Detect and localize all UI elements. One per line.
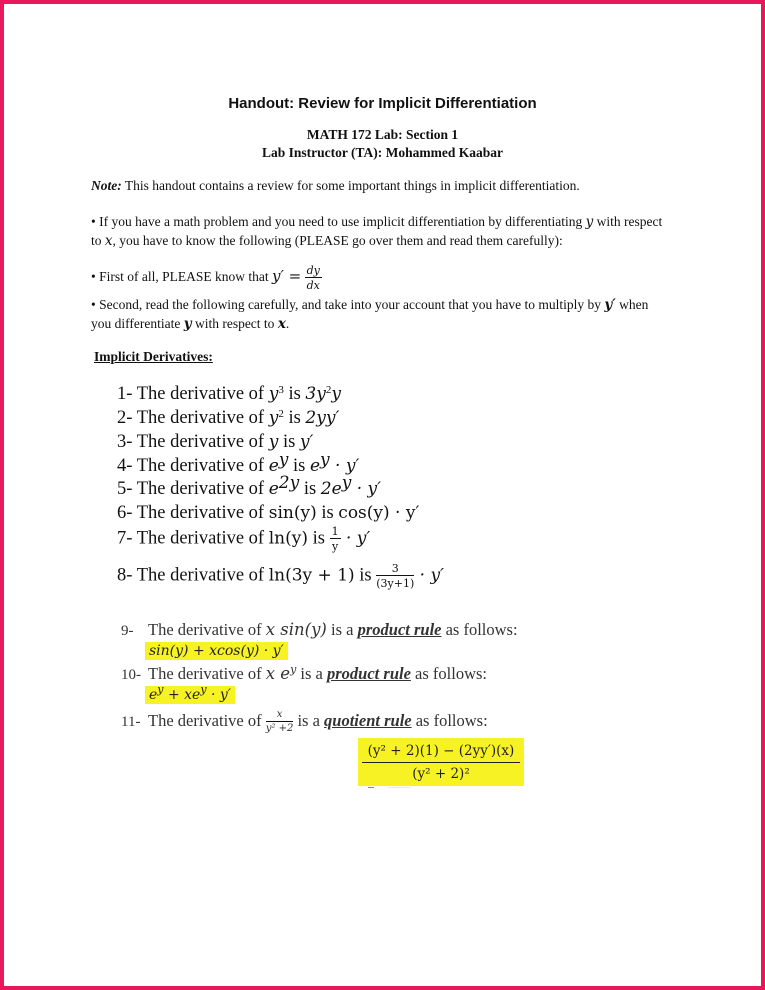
rule-item-9 xyxy=(121,620,518,640)
rule-text: The derivative of xyxy=(148,664,266,683)
rule-10-answer xyxy=(145,683,235,704)
dx-denominator: dx xyxy=(306,279,320,292)
rule-text-end: as follows: xyxy=(441,620,518,639)
rule-text-mid: is a xyxy=(296,664,328,683)
rule-9-answer: sin(y) + xcos(y) · y′ xyxy=(145,642,288,660)
derivative-result: 2yy′ xyxy=(305,408,340,428)
rule-number: 10- xyxy=(121,667,141,683)
derivative-prefix: 4- The derivative of xyxy=(117,456,269,476)
fraction-numerator: x xyxy=(266,710,294,722)
answer-part: + xe xyxy=(163,687,201,703)
rule-text: The derivative of xyxy=(148,620,266,639)
rule-item-10 xyxy=(121,664,487,684)
rule-11-fraction xyxy=(266,710,294,734)
derivative-result-tail: y xyxy=(331,384,341,404)
derivative-function: sin(y) xyxy=(268,503,317,523)
derivative-fraction xyxy=(376,563,414,589)
derivative-function: ln(y) xyxy=(268,528,308,549)
bullet-one-x: x xyxy=(104,232,113,249)
product-rule-label: product rule xyxy=(327,664,411,683)
derivative-prefix: 7- The derivative of xyxy=(117,528,269,549)
derivative-function: y xyxy=(268,432,279,452)
derivative-function-exponent: 2y xyxy=(278,473,300,493)
derivative-prefix: 6- The derivative of xyxy=(117,503,269,523)
rule-number: 9- xyxy=(121,623,134,639)
derivative-item-1 xyxy=(117,384,341,405)
quotient-fraction-bar xyxy=(362,762,520,763)
bullet-two-text: • First of all, PLEASE know that xyxy=(91,269,272,285)
rule-text: The derivative of xyxy=(148,710,262,730)
derivative-item-2 xyxy=(117,408,339,429)
derivative-function-exponent: 3 xyxy=(278,384,284,396)
bullet-one-text: • If you have a math problem and you need to use implicit differentiation by differentiating xyxy=(91,214,586,229)
derivative-function-exponent: 2 xyxy=(278,408,284,420)
derivative-result-tail: · y′ xyxy=(329,456,360,476)
quotient-rule-label: quotient rule xyxy=(324,710,412,730)
derivative-is: is xyxy=(316,503,339,523)
derivative-result-tail: · y′ xyxy=(414,565,444,586)
fraction-numerator: 3 xyxy=(376,563,414,576)
derivative-result: cos(y) · y′ xyxy=(338,503,420,523)
fraction-denominator: (3y+1) xyxy=(376,577,415,590)
bullet-three-mid2: with respect to xyxy=(191,315,278,331)
stray-mark xyxy=(368,787,374,788)
course-line: MATH 172 Lab: Section 1 xyxy=(306,127,459,142)
derivative-result: 2e xyxy=(320,479,342,499)
product-rule-label: product rule xyxy=(357,620,442,639)
bullet-one xyxy=(91,213,666,250)
bullet-three-text: • Second, read the following carefully, and take into your account that you have to multiply by xyxy=(91,297,605,312)
rule-text-mid: is a xyxy=(326,620,358,639)
bullet-two xyxy=(91,265,666,291)
derivative-is: is xyxy=(307,528,330,549)
derivative-is: is xyxy=(299,479,321,499)
derivative-result-tail: · y′ xyxy=(340,528,371,549)
derivative-prefix: 2- The derivative of xyxy=(117,408,269,428)
derivative-item-7 xyxy=(117,526,370,552)
derivative-function: e xyxy=(268,479,279,499)
derivative-is: is xyxy=(278,432,300,452)
derivative-item-8 xyxy=(117,563,444,589)
answer-exponent: y xyxy=(200,683,207,696)
derivative-is: is xyxy=(354,565,377,586)
derivative-is: is xyxy=(283,384,306,404)
note-text: This handout contains a review for some important things in implicit differentiation. xyxy=(121,178,580,193)
derivative-item-5 xyxy=(117,473,381,500)
bullet-two-yprime: y′ = xyxy=(271,267,302,286)
answer-exponent: y xyxy=(157,683,164,696)
rule-number: 11- xyxy=(121,713,141,730)
fraction-denominator: y xyxy=(331,540,339,553)
derivative-function: e xyxy=(268,456,279,476)
quotient-denominator: (y² + 2)² xyxy=(412,766,470,782)
derivative-function: y xyxy=(268,384,279,404)
answer-part: · y′ xyxy=(206,687,231,703)
derivative-is: is xyxy=(283,408,306,428)
rule-text-end: as follows: xyxy=(411,710,488,730)
derivative-function: ln(3y + 1) xyxy=(268,565,355,586)
derivative-function: y xyxy=(268,408,279,428)
bullet-three-yprime: y′ xyxy=(604,297,616,313)
bullet-one-end: , you have to know the following (PLEASE go over them and read them carefully): xyxy=(112,232,563,248)
derivative-item-4 xyxy=(117,450,360,477)
derivative-prefix: 3- The derivative of xyxy=(117,432,269,452)
rule-11-answer xyxy=(358,738,524,786)
derivative-is: is xyxy=(288,456,310,476)
derivative-result-exponent: 2 xyxy=(325,384,332,396)
derivative-result: 3y xyxy=(305,384,326,404)
dy-dx-fraction xyxy=(305,265,322,291)
rule-function: x sin(y) xyxy=(265,620,327,639)
fraction-denominator: y² +2 xyxy=(265,723,294,734)
stray-highlight-mark xyxy=(388,787,410,788)
derivative-item-6 xyxy=(117,503,419,524)
rule-item-11 xyxy=(121,710,488,734)
instructor-line: Lab Instructor (TA): Mohammed Kaabar xyxy=(262,145,503,160)
page-title: Handout: Review for Implicit Differentiation xyxy=(228,95,537,112)
fraction-numerator: 1 xyxy=(331,525,339,538)
bullet-one-mid: with respect to xyxy=(91,214,663,248)
bullet-three-x: x xyxy=(277,315,286,332)
quotient-numerator: (y² + 2)(1) − (2yy′)(x) xyxy=(367,743,515,759)
bullet-three-mid: when you differentiate xyxy=(91,297,649,331)
derivative-result-tail: · y′ xyxy=(351,479,381,499)
note-paragraph xyxy=(91,177,666,195)
derivative-result: e xyxy=(309,456,321,476)
section-heading: Implicit Derivatives: xyxy=(94,349,213,364)
derivative-prefix: 5- The derivative of xyxy=(117,479,269,499)
bullet-three-end: . xyxy=(285,315,290,331)
rule-function-exponent: y xyxy=(290,663,297,676)
derivative-result-exponent: y xyxy=(341,473,352,493)
rule-function: x e xyxy=(265,664,291,683)
bullet-one-y: y xyxy=(585,214,594,230)
derivative-prefix: 8- The derivative of xyxy=(117,565,269,586)
derivative-prefix: 1- The derivative of xyxy=(117,384,269,404)
derivative-fraction xyxy=(330,526,341,552)
answer-part: e xyxy=(149,687,158,703)
bullet-three xyxy=(91,296,666,333)
derivative-result-exponent: y xyxy=(320,450,330,470)
note-label: Note: xyxy=(91,178,122,193)
derivative-function-exponent: y xyxy=(278,450,289,470)
dy-numerator: dy xyxy=(306,264,320,277)
rule-text-mid: is a xyxy=(293,710,325,730)
rule-text-end: as follows: xyxy=(410,664,487,683)
bullet-three-y: y xyxy=(183,315,192,332)
derivative-result: y′ xyxy=(299,432,314,452)
